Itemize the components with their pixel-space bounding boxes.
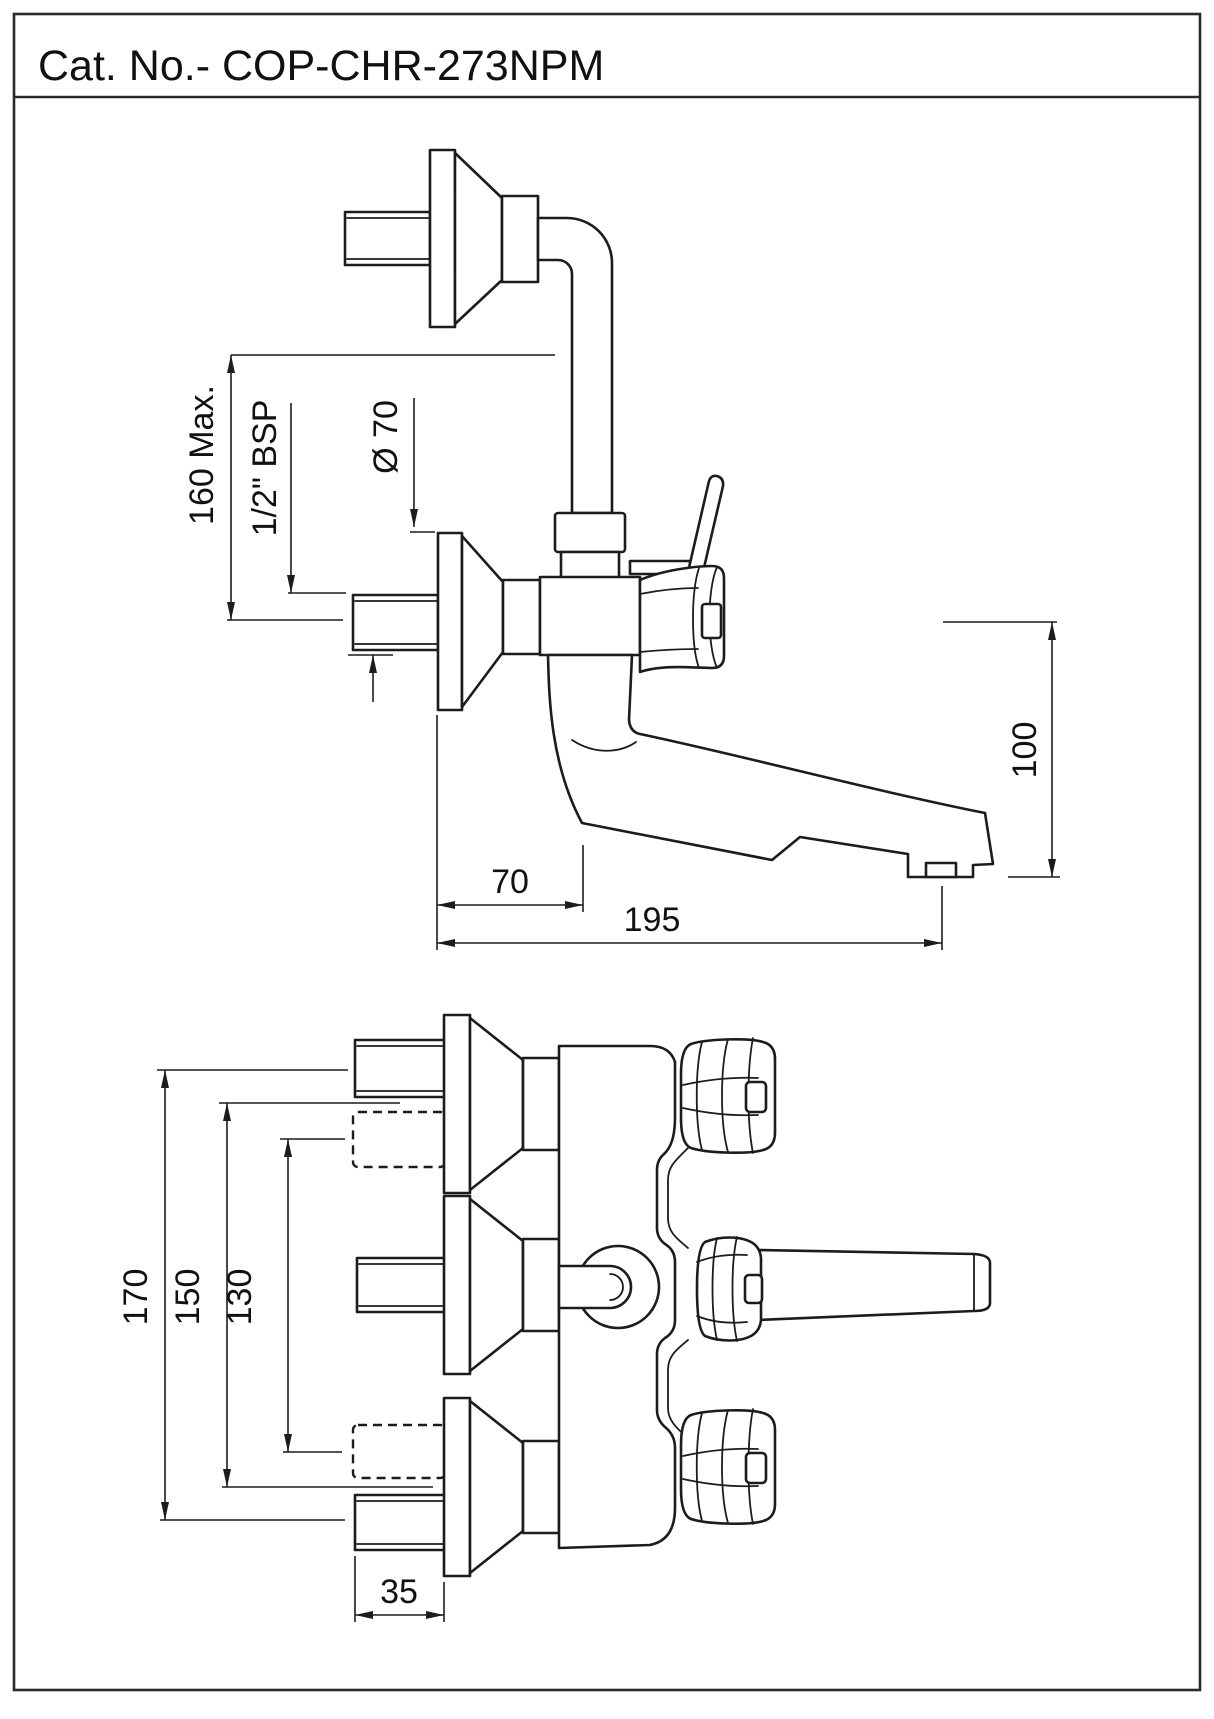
- spout: [548, 655, 993, 877]
- arrowhead-left: [437, 939, 455, 947]
- arrowhead-up: [223, 1103, 231, 1121]
- front-mid-flange-cone: [470, 1199, 523, 1371]
- front-bottom-flange-hub: [523, 1441, 559, 1533]
- dim-label-35: 35: [380, 1573, 418, 1611]
- knob-hub-cap: [702, 604, 721, 638]
- arrowhead-down: [227, 602, 235, 620]
- front-top-pipe-solid: [355, 1040, 445, 1097]
- arrowhead-down: [223, 1469, 231, 1487]
- dim-35: [355, 1556, 444, 1622]
- arrowhead-up: [284, 1139, 292, 1157]
- arrowhead-left: [437, 901, 455, 909]
- arrowhead-up: [369, 655, 377, 673]
- knob-hub-cap: [746, 1453, 766, 1483]
- arrowhead-up: [161, 1070, 169, 1088]
- front-mid-pipe-solid: [357, 1258, 445, 1312]
- top-threaded-pipe: [345, 212, 430, 265]
- dim-label-flange-diameter: Ø 70: [367, 400, 405, 474]
- arrowhead-right: [426, 1611, 444, 1619]
- arrowhead-up: [227, 355, 235, 373]
- top-flange-hub: [502, 196, 538, 282]
- front-bottom-flange-plate: [444, 1398, 470, 1576]
- front-top-pipe-dashed: [353, 1112, 445, 1167]
- front-bottom-knob: [681, 1409, 775, 1524]
- arrowhead-down: [161, 1502, 169, 1520]
- arrowhead-up: [1048, 622, 1056, 640]
- front-view: [117, 1015, 990, 1622]
- arrowhead-left: [355, 1611, 373, 1619]
- dim-label-70: 70: [491, 863, 529, 901]
- dim-label-100: 100: [1006, 721, 1044, 779]
- front-bottom-pipe-dashed: [353, 1425, 445, 1478]
- inlet-threaded-pipe: [353, 595, 438, 650]
- dim-130: [221, 1139, 345, 1452]
- front-top-knob: [681, 1038, 775, 1153]
- front-bottom-pipe-solid: [355, 1495, 445, 1550]
- pipe-collar-nut: [555, 513, 625, 552]
- arrowhead-right: [924, 939, 942, 947]
- dim-flange-diameter: [367, 398, 435, 532]
- inlet-flange-hub: [503, 580, 540, 654]
- arrowhead-right: [565, 901, 583, 909]
- front-mid-flange-hub: [523, 1239, 559, 1331]
- spout-front: [757, 1250, 990, 1320]
- body-contour-line: [668, 1148, 688, 1248]
- dim-label-170: 170: [117, 1268, 155, 1326]
- dim-label-195: 195: [623, 901, 681, 939]
- aerator-outlet: [926, 863, 956, 877]
- inlet-flange-cone: [462, 536, 503, 707]
- front-bottom-flange-cone: [470, 1401, 523, 1573]
- front-mid-flange-plate: [444, 1196, 470, 1374]
- front-top-flange-hub: [523, 1058, 559, 1150]
- side-view: [183, 150, 1060, 950]
- catalog-number-title: Cat. No.- COP-CHR-273NPM: [38, 42, 605, 90]
- arrowhead-down: [287, 575, 295, 593]
- knob-hub-cap: [746, 1082, 766, 1112]
- front-top-flange-cone: [470, 1018, 523, 1190]
- top-flange-cone: [455, 153, 502, 324]
- dim-label-150: 150: [169, 1268, 207, 1326]
- dim-label-160-max: 160 Max.: [183, 385, 221, 525]
- shower-pipe-stub: [559, 1266, 631, 1308]
- arrowhead-down: [284, 1434, 292, 1452]
- valve-body: [540, 577, 640, 655]
- top-flange-plate: [430, 150, 455, 327]
- front-top-flange-plate: [444, 1015, 470, 1193]
- shower-elbow-pipe: [538, 218, 612, 513]
- dim-label-thread: 1/2" BSP: [246, 399, 284, 537]
- inlet-flange-plate: [438, 533, 462, 710]
- dim-label-130: 130: [221, 1268, 259, 1326]
- diverter-lever: [688, 476, 723, 572]
- arrowhead-down: [1048, 859, 1056, 877]
- arrowhead-down: [410, 509, 418, 527]
- collar-hub-cap: [745, 1275, 762, 1303]
